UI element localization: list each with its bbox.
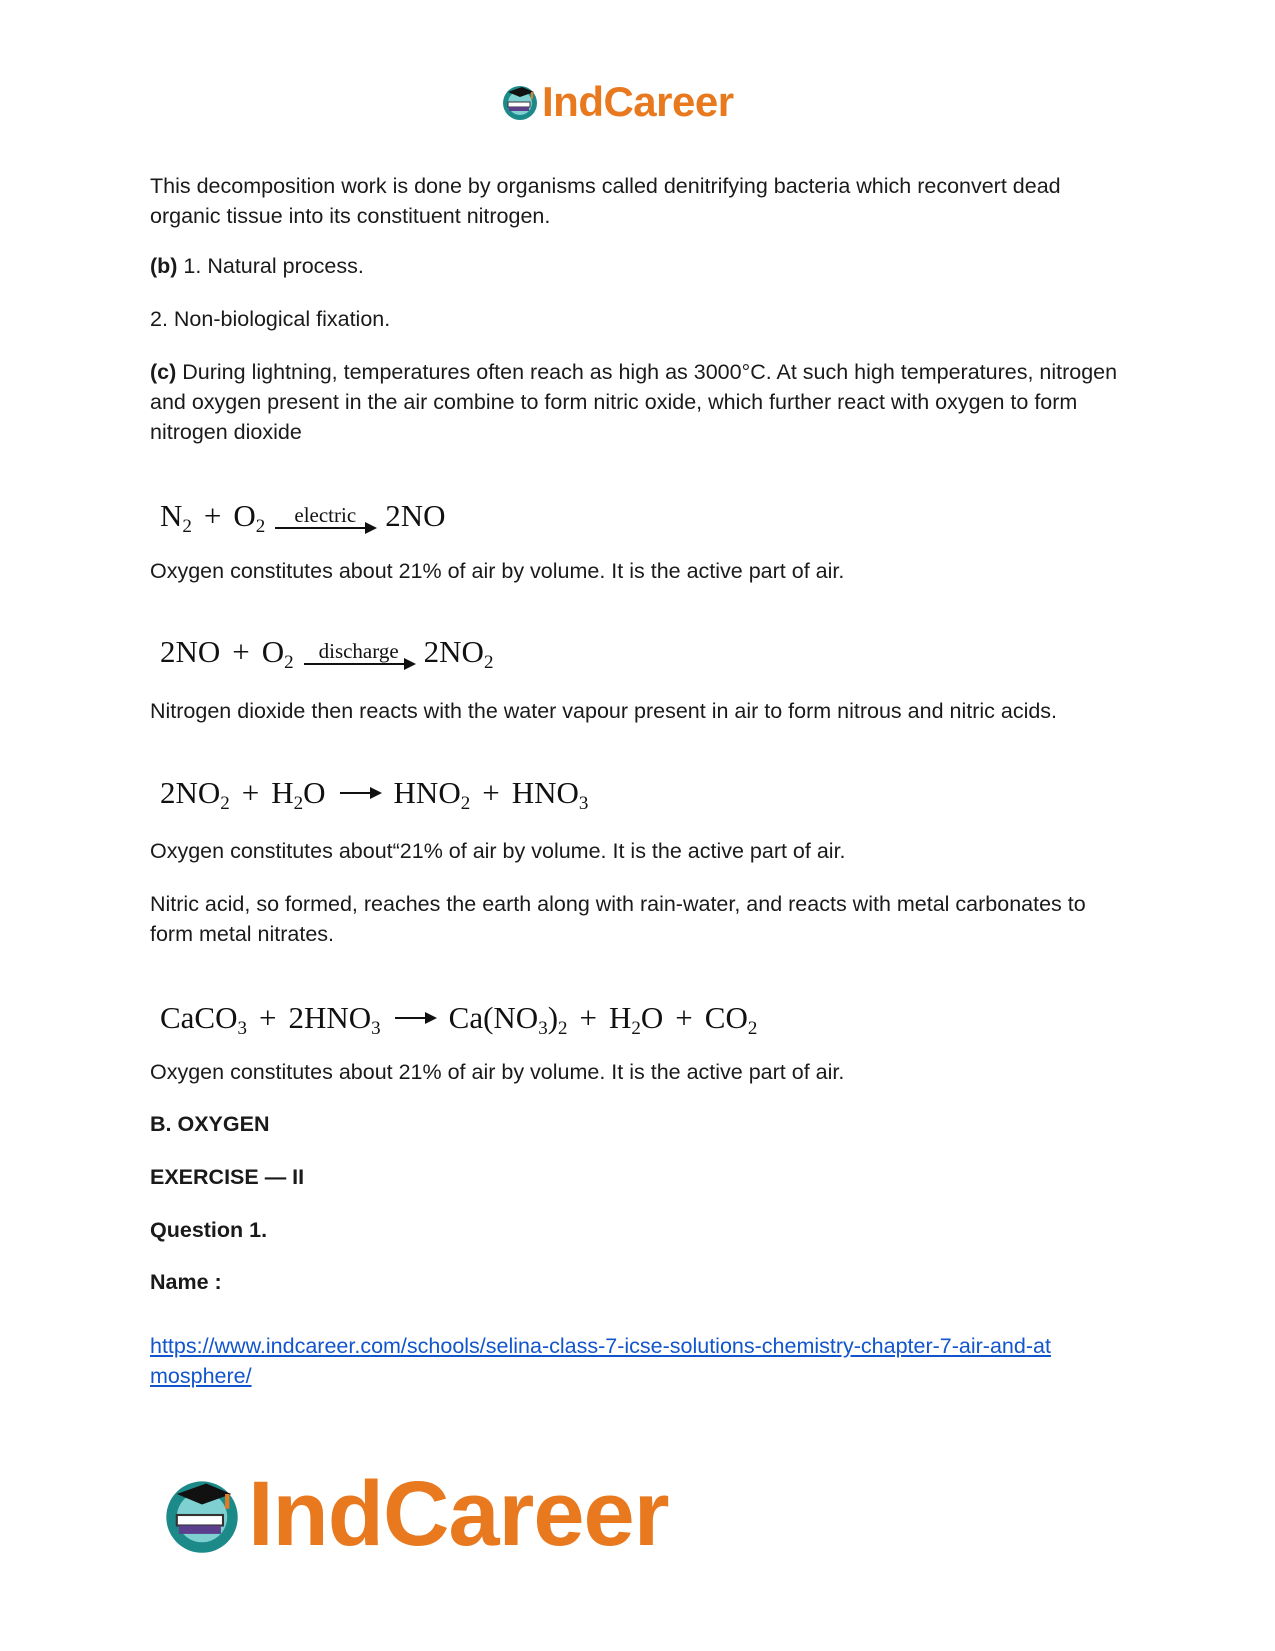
logo-text: IndCareer <box>542 78 734 125</box>
link-line[interactable]: https://www.indcareer.com/schools/selina-class-7-icse-solutions-chemistry-chapter-7-air-and-at <box>150 1334 1051 1358</box>
equation: $N_2$ + $O_2$ electric 2NO <box>160 498 446 537</box>
reaction-arrow <box>304 639 414 667</box>
reaction-condition: discharge <box>318 639 399 663</box>
logo-text: IndCareer <box>248 1463 669 1565</box>
header-logo <box>500 78 734 126</box>
equation: CaCO$_3$ + $2HNO_3$ $Ca(NO_3)_2$ + $H_2O$ + $CO_2$ <box>160 1000 758 1039</box>
paragraph <box>150 251 1130 281</box>
question-heading: Question 1. <box>150 1218 268 1242</box>
equation: 2NO + $O_2$ discharge $2NO_2$ <box>160 634 494 673</box>
equation: $2NO_2$ + $H_2O$ $HNO_2$ + $HNO_3$ <box>160 775 589 814</box>
source-link[interactable] <box>150 1331 1130 1391</box>
reaction-condition: electric <box>294 503 357 527</box>
exercise-heading: EXERCISE — II <box>150 1165 305 1189</box>
paragraph <box>150 357 1130 447</box>
link-line[interactable]: mosphere/ <box>150 1364 252 1388</box>
paragraph: Nitric acid, so formed, reaches the earth along with rain-water, and reacts with metal carbonates to form metal nitrates. <box>150 892 1086 946</box>
paragraph: Oxygen constitutes about 21% of air by volume. It is the active part of air. <box>150 1060 845 1084</box>
paragraph: 2. Non-biological fixation. <box>150 307 391 331</box>
paragraph: Nitrogen dioxide then reacts with the water vapour present in air to form nitrous and nitric acids. <box>150 699 1058 723</box>
section-heading: B. OXYGEN <box>150 1112 270 1136</box>
item-label: (c) <box>150 360 177 384</box>
paragraph-text: During lightning, temperatures often reach as high as 3000°C. At such high temperatures, nitrogen and oxygen present in the air combine to form nitric oxide, which further react with oxygen to form nitrogen dioxide <box>150 360 1118 444</box>
graduation-book-icon <box>500 82 540 122</box>
reaction-arrow <box>340 792 380 794</box>
footer-logo <box>160 1462 669 1567</box>
item-label: (b) <box>150 254 178 278</box>
paragraph: This decomposition work is done by organisms called denitrifying bacteria which reconvert dead organic tissue into its constituent nitrogen. <box>150 174 1061 228</box>
paragraph: Oxygen constitutes about“21% of air by volume. It is the active part of air. <box>150 839 846 863</box>
graduation-book-icon <box>160 1473 244 1557</box>
paragraph-text: 1. Natural process. <box>177 254 364 278</box>
question-prompt: Name : <box>150 1270 222 1294</box>
paragraph: Oxygen constitutes about 21% of air by volume. It is the active part of air. <box>150 559 845 583</box>
reaction-arrow <box>275 503 375 531</box>
reaction-arrow <box>395 1017 435 1019</box>
